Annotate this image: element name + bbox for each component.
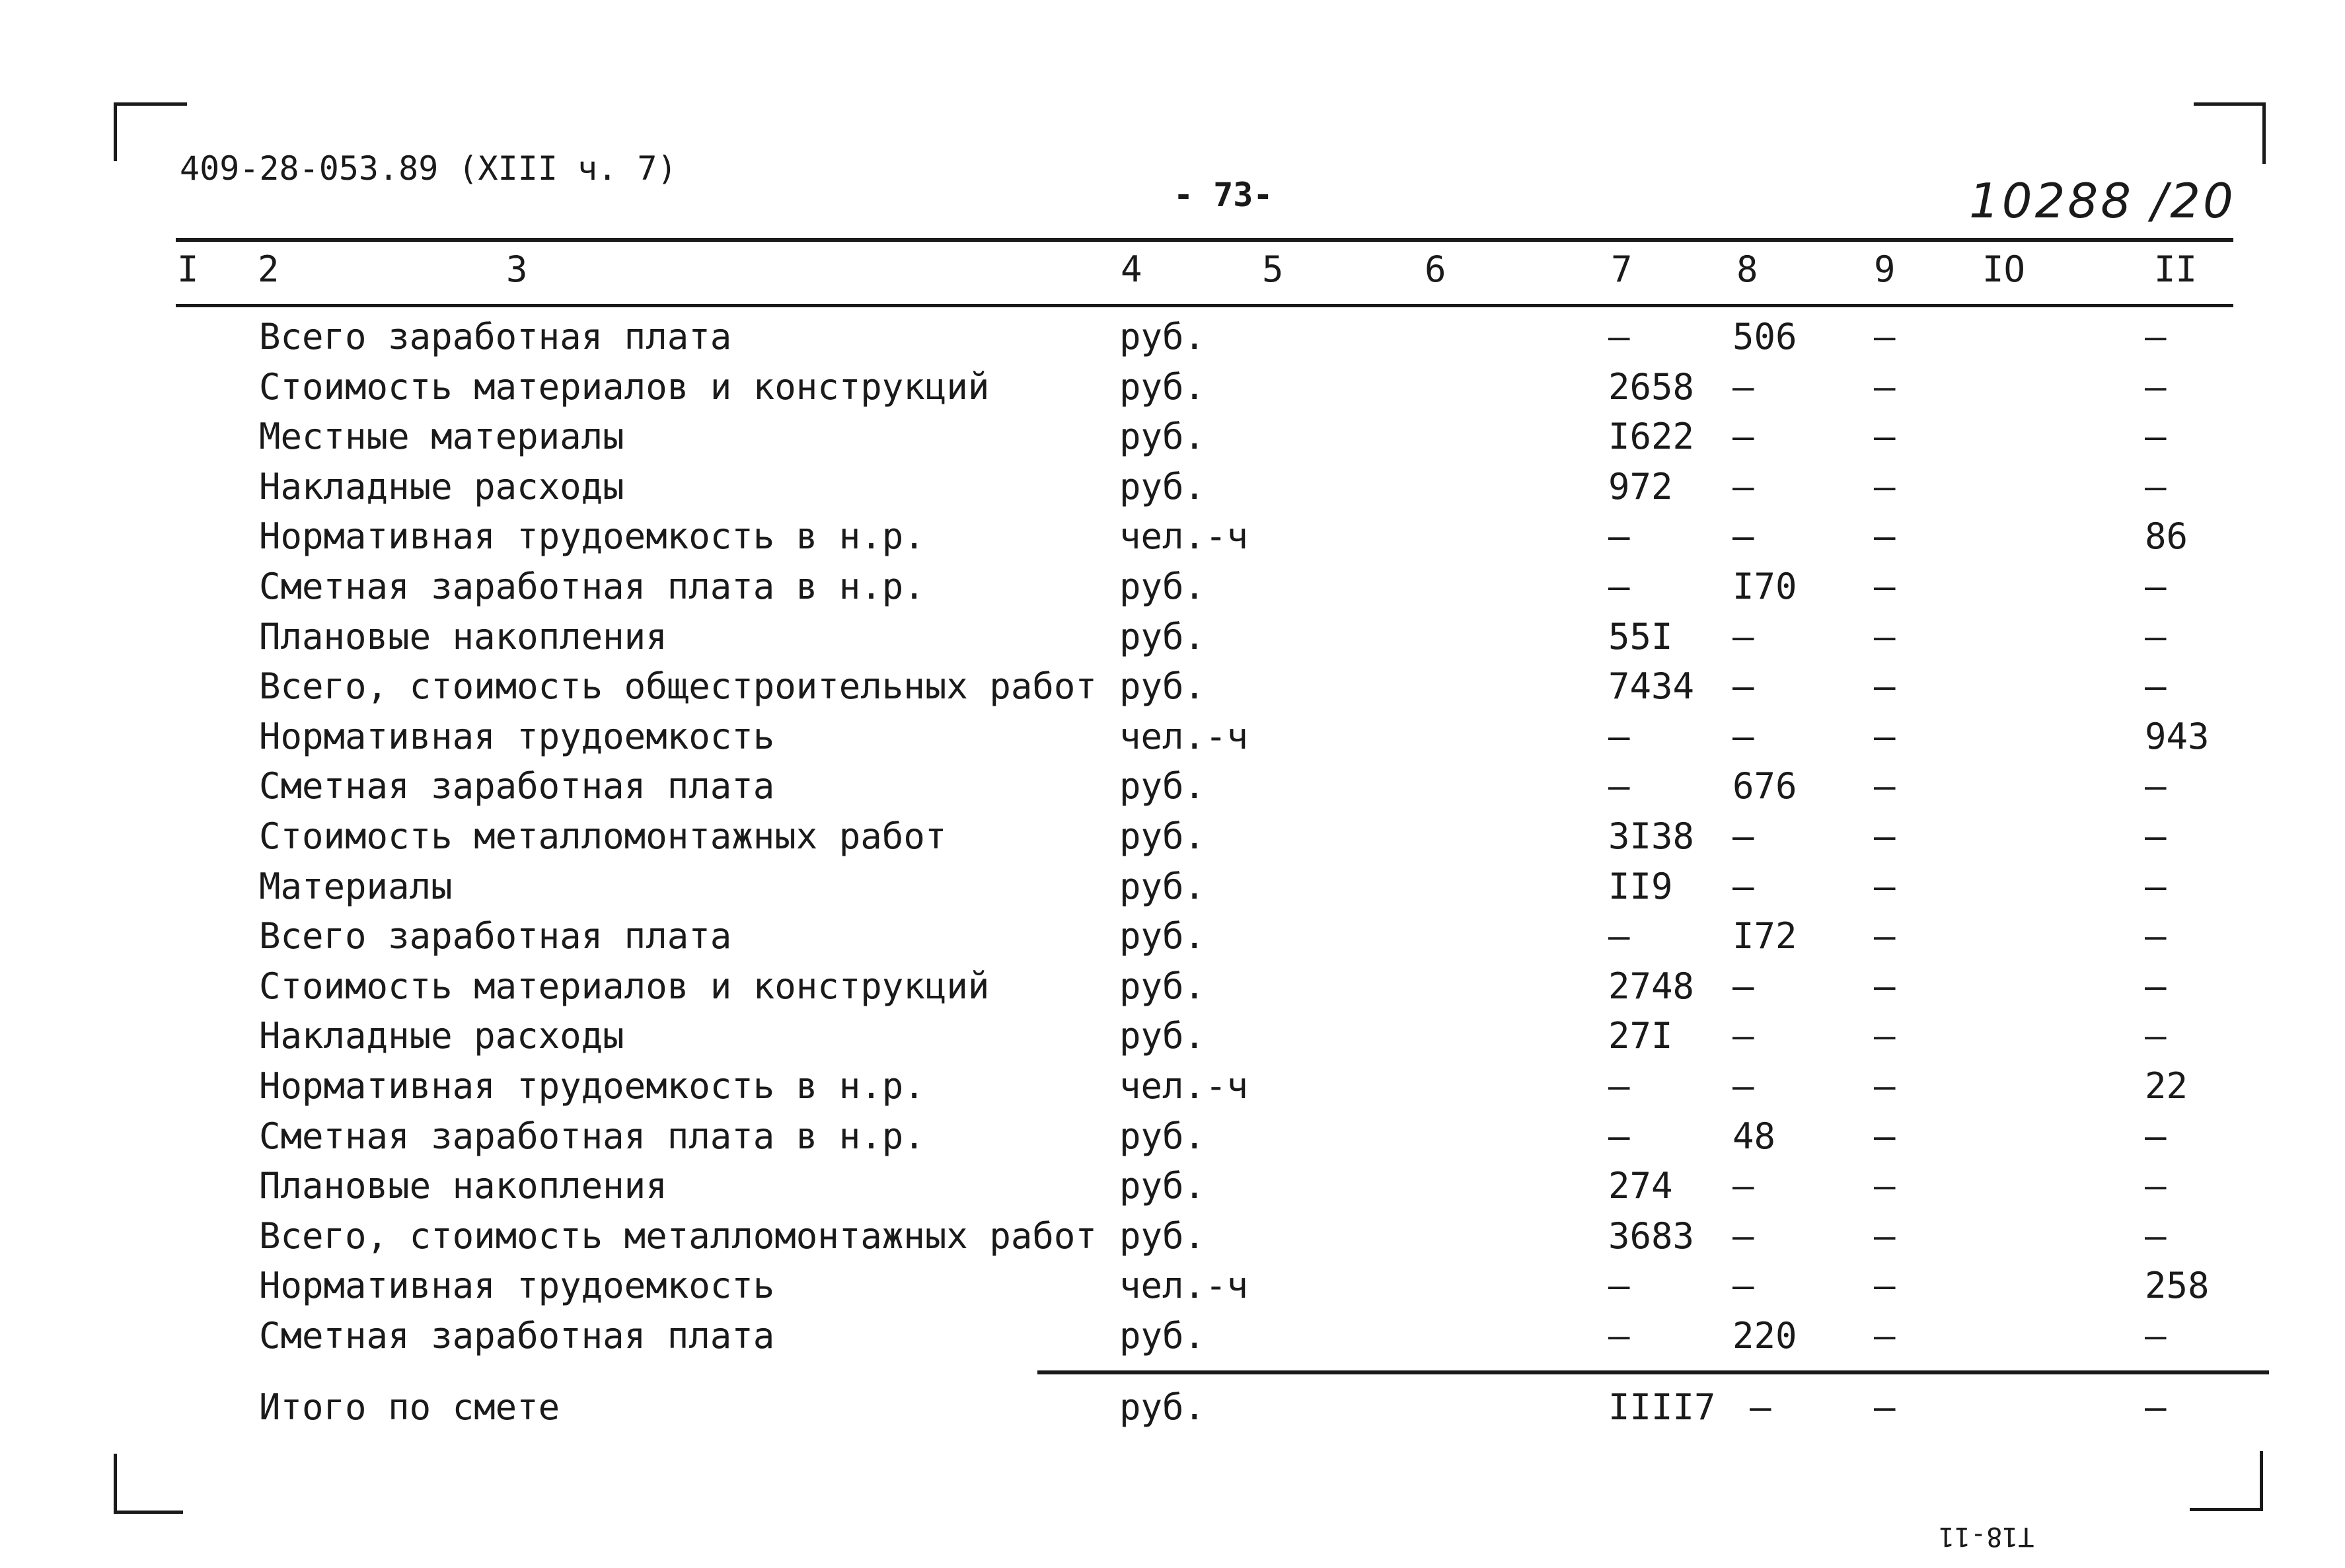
row-col7: – (1608, 1315, 1630, 1357)
row-unit: руб. (1119, 665, 1206, 707)
row-col11: – (2145, 1115, 2167, 1157)
row-col9: – (1874, 566, 1896, 607)
row-col8: – (1732, 416, 1754, 457)
column-number: 7 (1611, 248, 1633, 290)
row-col11: – (2145, 566, 2167, 607)
row-col8: – (1732, 1165, 1754, 1207)
column-number: IO (1982, 248, 2026, 290)
row-unit: чел.-ч (1119, 716, 1249, 757)
column-number: 6 (1425, 248, 1446, 290)
row-col9: – (1874, 616, 1896, 657)
row-unit: руб. (1119, 866, 1206, 907)
total-row (0, 1386, 2345, 1437)
row-unit: чел.-ч (1119, 1265, 1249, 1306)
row-col9: – (1874, 1065, 1896, 1107)
row-name: Всего, стоимость общестроительных работ (259, 665, 1097, 707)
row-name: Плановые накопления (259, 1165, 667, 1207)
column-number: 3 (506, 248, 528, 290)
row-name: Сметная заработная плата (259, 765, 775, 807)
row-col9: – (1874, 716, 1896, 757)
row-col8: 676 (1732, 765, 1797, 807)
row-name: Материалы (259, 866, 453, 907)
row-col11: – (2145, 815, 2167, 857)
row-col7: 2658 (1608, 366, 1695, 408)
row-col9: – (1874, 416, 1896, 457)
table-row (0, 915, 2345, 965)
row-col9: – (1874, 1165, 1896, 1207)
row-col9: – (1874, 515, 1896, 557)
row-col7: 274 (1608, 1165, 1673, 1207)
row-col11: – (2145, 1015, 2167, 1057)
handwritten-number: 10288 /20 (1969, 173, 2236, 229)
table-row (0, 515, 2345, 566)
row-col7: 3I38 (1608, 815, 1695, 857)
row-col9: – (1874, 1315, 1896, 1357)
table-row (0, 1315, 2345, 1365)
table-top-rule (176, 238, 2233, 242)
row-name: Всего, стоимость металломонтажных работ (259, 1215, 1097, 1257)
column-number: 4 (1121, 248, 1142, 290)
row-name: Сметная заработная плата в н.р. (259, 1115, 925, 1157)
row-col7: 2748 (1608, 965, 1695, 1007)
total-rule (1037, 1370, 2269, 1374)
row-unit: руб. (1119, 765, 1206, 807)
row-col11: – (2145, 866, 2167, 907)
table-row (0, 1115, 2345, 1166)
row-col11: – (2145, 965, 2167, 1007)
row-col7: – (1608, 1265, 1630, 1306)
row-col8: – (1732, 665, 1754, 707)
row-col7: – (1608, 316, 1630, 357)
row-unit: руб. (1119, 366, 1206, 408)
row-col11: – (2145, 1165, 2167, 1207)
table-row (0, 665, 2345, 716)
row-name: Сметная заработная плата (259, 1315, 775, 1357)
table-row (0, 965, 2345, 1016)
row-unit: руб. (1119, 466, 1206, 507)
row-unit: руб. (1119, 616, 1206, 657)
row-col11: – (2145, 1215, 2167, 1257)
column-number: II (2154, 248, 2198, 290)
row-col11: – (2145, 366, 2167, 408)
row-unit: руб. (1119, 1015, 1206, 1057)
row-name: Местные материалы (259, 416, 624, 457)
table-row (0, 1065, 2345, 1115)
row-col11: 22 (2145, 1065, 2188, 1107)
row-unit: руб. (1119, 1115, 1206, 1157)
row-name: Стоимость материалов и конструкций (259, 965, 990, 1007)
row-col9: – (1874, 1265, 1896, 1306)
row-col8: 48 (1732, 1115, 1776, 1157)
row-col7: – (1608, 566, 1630, 607)
row-col11: – (2145, 765, 2167, 807)
table-row (0, 716, 2345, 766)
row-col7: – (1608, 915, 1630, 957)
row-col11: – (2145, 665, 2167, 707)
table-row (0, 815, 2345, 866)
row-col8: 220 (1732, 1315, 1797, 1357)
row-col8: – (1732, 616, 1754, 657)
row-col9: – (1874, 366, 1896, 408)
row-name: Нормативная трудоемкость (259, 1265, 775, 1306)
table-row (0, 1215, 2345, 1265)
row-col8: – (1732, 815, 1754, 857)
table-row (0, 566, 2345, 616)
row-col9: – (1874, 965, 1896, 1007)
row-col11: – (2145, 416, 2167, 457)
column-number: 8 (1736, 248, 1758, 290)
row-unit: руб. (1119, 915, 1206, 957)
row-unit: руб. (1119, 815, 1206, 857)
total-col9: – (1874, 1386, 1896, 1428)
row-col11: 86 (2145, 515, 2188, 557)
table-row (0, 466, 2345, 516)
footer-code: T18-11 (1939, 1521, 2034, 1551)
total-col11: – (2145, 1386, 2167, 1428)
row-unit: руб. (1119, 1165, 1206, 1207)
row-col11: – (2145, 616, 2167, 657)
row-name: Сметная заработная плата в н.р. (259, 566, 925, 607)
row-col11: 943 (2145, 716, 2210, 757)
row-col7: 3683 (1608, 1215, 1695, 1257)
column-number: 5 (1262, 248, 1284, 290)
total-name: Итого по смете (259, 1386, 560, 1428)
row-col9: – (1874, 765, 1896, 807)
row-col7: I622 (1608, 416, 1695, 457)
table-row (0, 866, 2345, 916)
row-col7: 972 (1608, 466, 1673, 507)
row-col9: – (1874, 1215, 1896, 1257)
row-col11: 258 (2145, 1265, 2210, 1306)
row-col8: – (1732, 1015, 1754, 1057)
row-col11: – (2145, 466, 2167, 507)
row-unit: руб. (1119, 1315, 1206, 1357)
row-col9: – (1874, 866, 1896, 907)
corner-mark-bottom-right (2190, 1451, 2263, 1511)
row-col9: – (1874, 1015, 1896, 1057)
row-col8: – (1732, 866, 1754, 907)
row-col7: – (1608, 765, 1630, 807)
total-col7: IIII7 (1608, 1386, 1716, 1428)
document-code: 409-28-053.89 (XIII ч. 7) (180, 149, 677, 188)
row-col9: – (1874, 665, 1896, 707)
row-col7: – (1608, 1115, 1630, 1157)
row-col8: – (1732, 366, 1754, 408)
row-name: Накладные расходы (259, 466, 624, 507)
page-number: - 73- (1173, 176, 1273, 214)
column-number: 9 (1874, 248, 1896, 290)
column-number: I (177, 248, 199, 290)
row-col9: – (1874, 815, 1896, 857)
table-row (0, 765, 2345, 815)
row-col8: I70 (1732, 566, 1797, 607)
table-row (0, 416, 2345, 466)
corner-mark-top-right (2194, 102, 2266, 164)
row-unit: чел.-ч (1119, 1065, 1249, 1107)
row-col7: II9 (1608, 866, 1673, 907)
row-col8: – (1732, 1065, 1754, 1107)
row-name: Нормативная трудоемкость (259, 716, 775, 757)
row-col8: – (1732, 1265, 1754, 1306)
row-col7: 55I (1608, 616, 1673, 657)
row-col8: I72 (1732, 915, 1797, 957)
column-number: 2 (258, 248, 279, 290)
row-name: Накладные расходы (259, 1015, 624, 1057)
row-name: Всего заработная плата (259, 316, 732, 357)
table-row (0, 1265, 2345, 1315)
row-col7: – (1608, 515, 1630, 557)
row-name: Плановые накопления (259, 616, 667, 657)
row-unit: руб. (1119, 416, 1206, 457)
row-col9: – (1874, 1115, 1896, 1157)
corner-mark-bottom-left (114, 1454, 183, 1514)
row-name: Нормативная трудоемкость в н.р. (259, 515, 925, 557)
row-col9: – (1874, 316, 1896, 357)
row-unit: руб. (1119, 1215, 1206, 1257)
row-col11: – (2145, 915, 2167, 957)
row-col8: – (1732, 716, 1754, 757)
row-unit: руб. (1119, 316, 1206, 357)
header-bottom-rule (176, 304, 2233, 307)
corner-mark-top-left (114, 102, 187, 161)
total-unit: руб. (1119, 1386, 1206, 1428)
row-col9: – (1874, 915, 1896, 957)
row-col8: – (1732, 1215, 1754, 1257)
row-name: Стоимость металломонтажных работ (259, 815, 947, 857)
row-col7: – (1608, 1065, 1630, 1107)
row-col8: 506 (1732, 316, 1797, 357)
total-col8: – (1750, 1386, 1771, 1428)
row-col7: – (1608, 716, 1630, 757)
row-col11: – (2145, 1315, 2167, 1357)
row-unit: чел.-ч (1119, 515, 1249, 557)
row-name: Стоимость материалов и конструкций (259, 366, 990, 408)
row-col7: 27I (1608, 1015, 1673, 1057)
row-unit: руб. (1119, 566, 1206, 607)
row-col8: – (1732, 965, 1754, 1007)
table-row (0, 616, 2345, 666)
row-col7: 7434 (1608, 665, 1695, 707)
table-row (0, 366, 2345, 416)
row-name: Нормативная трудоемкость в н.р. (259, 1065, 925, 1107)
table-row (0, 316, 2345, 366)
row-col11: – (2145, 316, 2167, 357)
row-col8: – (1732, 466, 1754, 507)
table-row (0, 1015, 2345, 1065)
row-col8: – (1732, 515, 1754, 557)
table-row (0, 1165, 2345, 1215)
row-unit: руб. (1119, 965, 1206, 1007)
row-name: Всего заработная плата (259, 915, 732, 957)
row-col9: – (1874, 466, 1896, 507)
